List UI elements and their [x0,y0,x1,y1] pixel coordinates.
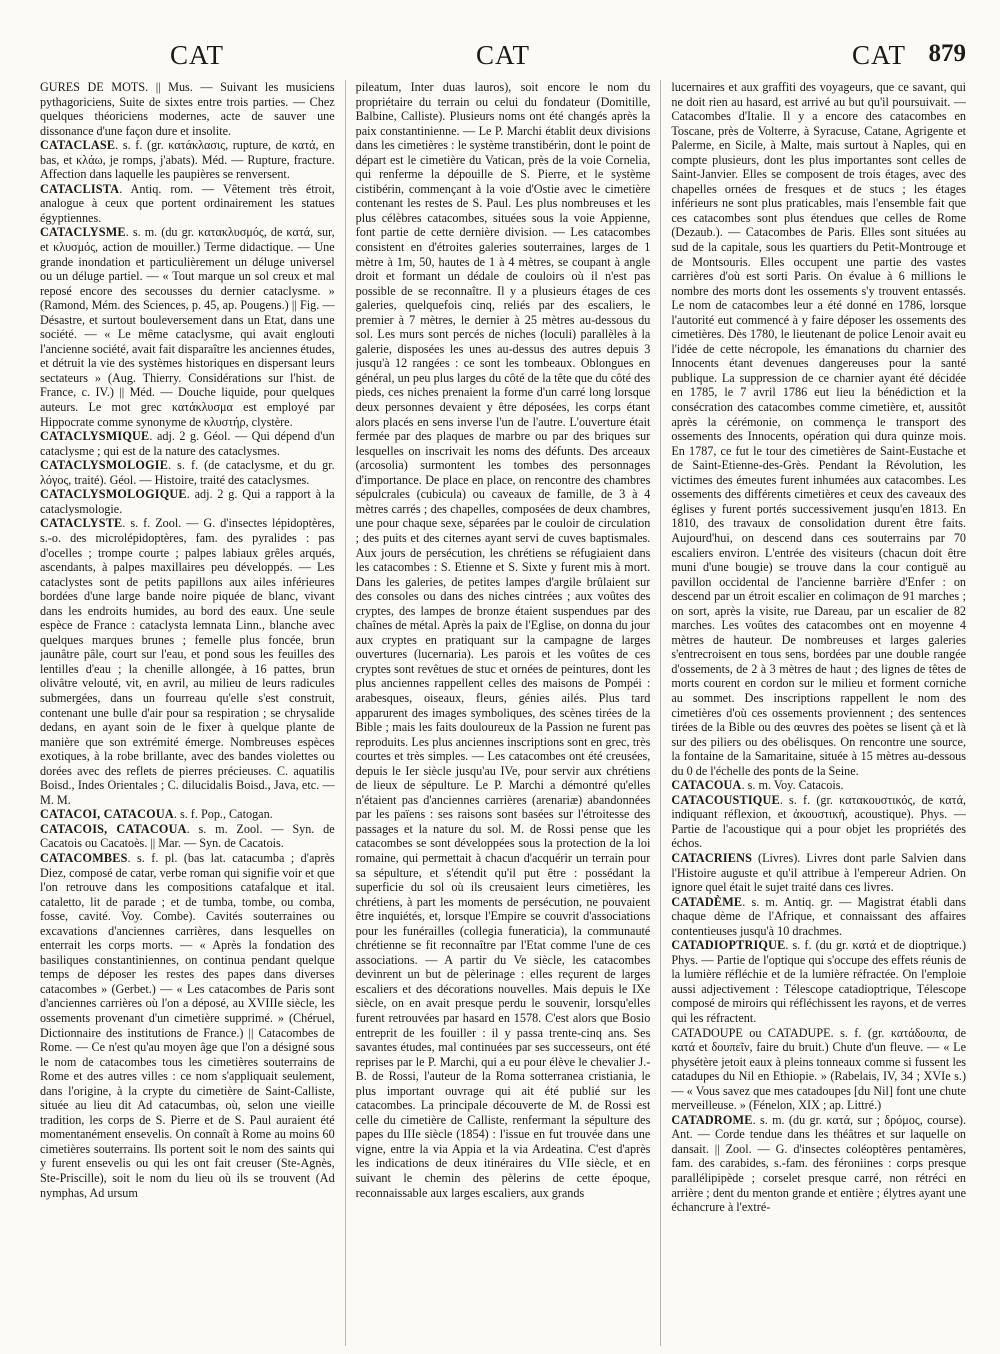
dictionary-entry: CATACOMBES. s. f. pl. (bas lat. catacumba ; d'après Diez, composé de catar, verbe roman qui signifie voir et que l'on retrouve dans les compositions catafalque et ital. cataletto, lit de parade ; et de tumba, tombe, ou comba, fosse, cavité. Voy. Combe). Cavités souterraines ou excavations d'anciennes carrières, dans lesquelles on enterrait les corps morts. — « Après la fondation des basiliques constantiniennes, on continua pendant quelque temps de déposer les restes des papes dans diverses catacombes » (Gerbet.) — « Les catacombes de Paris sont d'anciennes carrières où l'on a déposé, au XVIIIe siècle, les ossements provenant d'un cimetière supprimé. » (Chéruel, Dictionnaire des institutions de France.) || Catacombes de Rome. — Ce n'est qu'au moyen âge que l'on a désigné sous le nom de catacombes tous les cimetières souterrains de Rome et des autres villes : ce nom s'appliquait seulement, dans l'origine, à la crypte du cimetière de Saint-Calliste, située au lieu dit Ad catacumbas, où, selon une vieille tradition, les corps de S. Pierre et de S. Paul auraient été momentanément ensevelis. On connaît à Rome au moins 60 cimetières souterrains. Ils portent soit le nom des saints qui y furent ensevelis ou qui les ont fait creuser (Ste-Agnès, Ste-Priscille), soit le nom du lieu où ils se trouvent (Ad nymphas, Ad ursum [40,850,335,1200]
entry-headword: CATACLYSMOLOGIQUE [40,487,187,502]
column-divider [660,80,661,1346]
entry-headword: CATACOI, CATACOUA [40,807,174,822]
entry-headword: CATACOMBES [40,850,128,865]
dictionary-entry: CATACLYSMOLOGIQUE. adj. 2 g. Qui a rapport à la cataclysmologie. [40,487,335,516]
entry-headword: CATADÈME [671,894,743,909]
column-1 [40,80,335,1346]
entry-headword: CATACLYSTE [40,516,123,531]
dictionary-entry: CATACLYSMOLOGIE. s. f. (de cataclysme, et du gr. λόγος, traité). Géol. — Histoire, traité des cataclysmes. [40,458,335,487]
dictionary-entry: CATADROME. s. m. (du gr. κατά, sur ; δρόμος, course). Ant. — Corde tendue dans les théâtres et sur laquelle on dansait. || Zool. — G. d'insectes coléoptères pentamères, fam. des carabides, s.-fam. des féroniines : corps presque parallélipipède ; corselet presque carré, non rétréci en arrière ; dent du menton grande et entière ; élytres ayant une échancrure à l'extré- [671,1112,967,1215]
entry-headword: CATACLYSMIQUE [40,429,150,444]
dictionary-entry: CATACLYSTE. s. f. Zool. — G. d'insectes lépidoptères, s.-o. des microlépidoptères, fam. des pyralides : pas d'ocelles ; trompe courte ; palpes labiaux grêles arqués, ascendants, à palpes maxillaires peu développés. — Les cataclystes sont de petits papillons aux ailes inférieures bordées d'une large bande noire piquée de blanc, vivant dans les endroits humides, au bord des eaux. Une seule espèce de France : cataclysta lemnata Linn., blanche avec quelques marques brunes ; femelle plus foncée, brun jaunâtre pâle, court sur l'eau, et pond sous les feuilles des lentilles d'eau ; la chenille allongée, à 16 pattes, brun olivâtre velouté, vit, en avril, au milieu de leurs radicules submergées, dans un fourreau qu'elle s'est construit, contenant une bulle d'air pour sa respiration ; se chrysalide dedans, en ayant soin de le fixer à quelque plante de manière que son extrémité émerge. Nombreuses espèces exotiques, à la robe brillante, avec des bandes violettes ou dorées avec des reflets de pierres précieuses. C. aquatilis Boisd., Indes Orientales ; C. dilucidalis Boisd., Java, etc. — M. M. [40,516,335,807]
dictionary-entry: CATACLISTA. Antiq. rom. — Vêtement très étroit, analogue à ceux que portent ordinairement les statues égyptiennes. [40,181,335,225]
running-header [40,40,966,74]
dictionary-entry: CATADIOPTRIQUE. s. f. (du gr. κατά et de dioptrique.) Phys. — Partie de l'optique qui s'occupe des effets réunis de la lumière réfléchie et de la lumière réfractée. On l'emploie aussi adjectivement : Télescope catadioptrique, Télescope composé de miroirs qui réfléchissent les rayons, et de verres qui les réfractent. [671,938,967,1025]
page-number: 879 [928,40,966,67]
running-head-right: CAT [851,40,906,70]
dictionary-entry: CATADOUPE ou CATADUPE. s. f. (gr. κατάδουπα, de κατά et δουπεῖν, faire du bruit.) Chute d'un fleuve. — « Le physétère jetoit eaux à pleins tonneaux comme si fussent les catadupes du Nil en Ethiopie. » (Rabelais, IV, 34 ; XVIe s.) — « Vous savez que mes catadoupes [du Nil] font une chute merveilleuse. » (Fénelon, XIX ; ap. Littré.) [671,1025,967,1113]
dictionary-entry: pileatum, Inter duas lauros), soit encore le nom du propriétaire du terrain ou celui du fondateur (Domitille, Balbine, Calliste). Plusieurs noms ont été changés après la paix constantinienne. — Le P. Marchi établit deux divisions dans les cimetières : le système transtibérin, dont le point de départ est le cimetière du Vatican, près de la voie Cornelia, qui renferme la dépouille de S. Pierre, et le système cistibérin, commençant à la voie d'Ostie avec le cimetière contenant les restes de S. Paul. Les plus nombreuses et les plus célèbres catacombes, situées sous la voie Appienne, font partie de cette dernière division. — Les catacombes consistent en d'étroites galeries souterraines, larges de 1 mètre à 1m, 50, hautes de 1 à 4 mètres, se coupant à angle droit et formant un dédale de couloirs où il n'est pas possible de se reconnaître. Il y a plusieurs étages de ces galeries, quelquefois cinq, reliés par des escaliers, le premier à 7 mètres, le dernier à 25 mètres au-dessous du sol. Les murs sont percés de niches (loculi) parallèles à la galerie, disposées les unes au-dessus des autres depuis 3 jusqu'à 12 rangées : ce sont les tombeaux. Oblongues en général, un peu plus larges du côté de la tête que du côté des pieds, ces niches prenaient la forme d'un carré long lorsque deux personnes devaient y être déposées, les corps étant alors placés en sens inverse l'un de l'autre. L'ouverture était fermée par des plaques de marbre ou par des briques sur lesquelles on inscrivait les noms des défunts. Des arceaux (arcosolia) surmontent les tombes des personnages d'importance. De place en place, on rencontre des chambres sépulcrales (cubicula) ou caveaux de famille, de 3 à 4 mètres carrés ; des chapelles, composées de deux chambres, une pour chaque sexe, séparées par le couloir de circulation ; des puits et des citernes ayant servi de cuves baptismales. Aux jours de persécution, les chrétiens se réfugiaient dans les catacombes : S. Etienne et S. Sixte y furent mis à mort. Dans les galeries, de petites lampes d'argile brûlaient sur des consoles ou dans des niches cintrées ; aux voûtes des cryptes, des lampes de bronze étaient suspendues par des chaînes de métal. Après la paix de l'Eglise, on donna du jour aux cryptes en pratiquant sur la campagne de larges ouvertures (lucernaria). Les parois et les voûtes de ces cryptes sont revêtues de stuc et ornées de peintures, dont les plus anciennes rappellent celles des maisons de Pompéi : arabesques, oiseaux, fleurs, génies ailés. Plus tard apparurent des images symboliques, des scènes tirées de la Bible ; mais les faits douloureux de la Passion ne furent pas reproduits. Les plus anciennes inscriptions sont en grec, très courtes et très simples. — Les catacombes ont été creusées, depuis le Ier siècle jusqu'au IVe, pour servir aux chrétiens de lieux de sépulture. Le P. Marchi a démontré qu'elles n'étaient pas d'anciennes carrières (arenariæ) abandonnées par les païens : ses raisons sont basées sur l'étroitesse des passages et la nature du sol. M. de Rossi pense que les catacombes se sont développées sous la protection de la loi romaine, qui permettait à chacun d'acquérir un terrain pour sa sépulture, et s'étendit qu'il put être : possédant la superficie du sol où ils creusaient leurs cimetières, les chrétiens, à part les moments de persécution, ne pouvaient être inquiétés, et, lorsque l'Empire se couvrit d'associations pour les funérailles (collegia funeraticia), la communauté chrétienne se fit reconnaître par l'Etat comme l'une de ces associations. — A partir du Ve siècle, les catacombes devinrent un but de pèlerinage : elles reçurent de larges escaliers et des décorations nouvelles. Mais depuis le IXe siècle, on en avait presque perdu le souvenir, lorsqu'elles furent retrouvées par hasard en 1578. C'est alors que Bosio entreprit de les fouiller : il y passa trente-cinq ans. Ses savantes études, mal continuées par ses successeurs, ont été reprises par le P. Marchi, qui a eu pour élève le chevalier J.-B. de Rossi, l'auteur de la Roma sotterranea cristiania, le plus important ouvrage qui ait été publié sur les catacombes. La principale découverte de M. de Rossi est celle du cimetière de Calliste, renfermant la sépulture des papes du IIIe siècle (1854) : l'issue en fut trouvée dans une vigne, entre la via Appia et la via Ardeatina. C'est d'après les indications de deux itinéraires du VIIe siècle, et en suivant le chemin des pèlerins de cette époque, reconnaissable aux larges escaliers, aux grands [355,80,651,1200]
dictionary-entry: CATACLASE. s. f. (gr. κατάκλασις, rupture, de κατά, en bas, et κλάω, je romps, j'abats). Méd. — Rupture, fracture. Affection dans laquelle les paupières se renversent. [40,138,335,182]
entry-headword: CATACLYSME [40,225,126,240]
dictionary-entry: lucernaires et aux graffiti des voyageurs, que ce savant, qui ne doit rien au hasard, est arrivé au but qu'il poursuivait. — Catacombes d'Italie. Il y a encore des catacombes en Toscane, près de Volterre, à Syracuse, Catane, Agrigente et Palerme, en Sicile, à Malte, mais surtout à Naples, qui en compte plusieurs, dont les plus importantes sont celles de Saint-Janvier. Elles se composent de trois étages, avec des chapelles ornées de fresques et de stucs ; les étages inférieurs ne sont plus praticables, mais l'ensemble fait que ces catacombes sont plus étendues que celles de Rome (Dezaub.). — Catacombes de Paris. Elles sont situées au sud de la capitale, sous les quartiers du Petit-Montrouge et de Montsouris. Elles occupent une partie des vastes carrières d'où est sorti Paris. On évalue à 6 millions le nombre des morts dont les ossements s'y trouvent entassés. Le nom de catacombes leur a été donné en 1786, lorsque l'autorité eut commencé à y faire déposer les ossements des cimetières. Dès 1780, le lieutenant de police Lenoir avait eu l'idée de cette nécropole, les émanations du charnier des Innocents étant devenues dangereuses pour la santé publique. La suppression de ce charnier ayant été décidée en 1785, le 7 avril 1786 eut lieu la bénédiction et la consécration des catacombes comme cimetière, et, aussitôt après la cérémonie, on commença le transport des ossements des Innocents, opération qui dura quinze mois. En 1787, ce fut le tour des cimetières de Saint-Eustache et de Saint-Etienne-des-Grès. Pendant la Révolution, les victimes des émeutes furent inhumées aux catacombes. Les ossements des différents cimetières et ceux des caveaux des églises y furent portés successivement jusqu'en 1813. En 1810, des travaux de consolidation durent être faits. Aujourd'hui, on descend dans ces souterrains par 70 escaliers environ. L'entrée des visiteurs (chacun doit être muni d'une bougie) se trouve dans la cour contiguë au pavillon occidental de l'ancienne barrière d'Enfer : on descend par un étroit escalier en colimaçon de 91 marches ; on sort, après la visite, rue Dareau, par un escalier de 82 marches. Les voûtes des catacombes ont en moyenne 4 mètres de hauteur. De nombreuses et larges galeries s'entrecroisent en tous sens, bordées par une double rangée d'ossements, de 2 à 3 mètres de haut ; des lignes de têtes de morts courent en cordon sur le milieu et forment corniche au sommet. Des inscriptions rappellent le nom des cimetières d'où ces ossements proviennent ; des sentences tirées de la Bible ou des œuvres des poètes se lisent çà et là sur des piliers ou des obélisques. On rencontre une source, la fontaine de la Samaritaine, située à 15 mètres au-dessous du 0 de l'échelle des ponts de la Seine. [671,80,967,778]
entry-headword: CATADROME [671,1112,753,1127]
entry-headword: CATACOIS, CATACOUA [40,821,187,836]
dictionary-entry: CATACOI, CATACOUA. s. f. Pop., Catogan. [40,807,273,822]
running-head-left: CAT [170,40,225,70]
entry-headword: CATACLYSMOLOGIE [40,458,169,473]
dictionary-entry: CATACLYSMIQUE. adj. 2 g. Géol. — Qui dépend d'un cataclysme ; qui est de la nature des cataclysmes. [40,429,335,458]
text-columns [40,80,966,1346]
column-3 [671,80,966,1346]
dictionary-entry: GURES DE MOTS. || Mus. — Suivant les musiciens pythagoriciens, Suite de sixtes entre trois parties. — Chez quelques théoriciens modernes, acte de sauver une dissonance d'une façon dure et insolite. [40,80,335,138]
entry-headword: CATADIOPTRIQUE [671,938,786,953]
dictionary-entry: CATACOUSTIQUE. s. f. (gr. κατακουστικός, de κατά, indiquant réflexion, et ἀκουστική, acoustique). Phys. — Partie de l'acoustique qui a pour objet les propriétés des échos. [671,792,967,851]
running-head-center: CAT [475,40,531,70]
column-divider [345,80,346,1346]
dictionary-entry: CATACLYSME. s. m. (du gr. κατακλυσμός, de κατά, sur, et κλυσμός, action de mouiller.) Terme didactique. — Une grande inondation et particulièrement un déluge universel ou un déluge partiel. — « Tout marque un sol creux et mal reposé encore des secousses du dernier cataclysme. » (Ramond, Mém. des Sciences, p. 45, ap. Pougens.) || Fig. — Désastre, et surtout bouleversement dans un Etat, dans une société. — « Le même cataclysme, qui avait englouti l'ancienne société, avait fait disparaître les anciennes études, et détruit la vie des systèmes historiques en dispersant leurs sectateurs » (Aug. Thierry. Considérations sur l'hist. de France, c. IV.) || Méd. — Douche liquide, pour quelques auteurs. Le mot grec κατάκλυσμα est employé par Hippocrate comme synonyme de κλυστήρ, clystère. [40,225,335,429]
dictionary-entry: CATADÈME. s. m. Antiq. gr. — Magistrat établi dans chaque dème de l'Afrique, et connaissant des affaires contentieuses jusqu'à 10 drachmes. [671,894,967,938]
entry-headword: CATACLISTA [40,181,120,196]
entry-headword: CATACRIENS [671,850,753,865]
entry-headword: CATACOUA [671,778,742,793]
entry-headword: CATACLASE [40,138,116,153]
column-2 [356,80,651,1346]
entry-headword: CATACOUSTIQUE [671,792,780,807]
dictionary-entry: CATACOIS, CATACOUA. s. m. Zool. — Syn. de Cacatois ou Cacatoès. || Mar. — Syn. de Cacatois. [40,821,335,851]
dictionary-entry: CATACRIENS (Livres). Livres dont parle Salvien dans l'Histoire auguste et qu'il attribue à l'empereur Adrien. On ignore quel était le sujet traité dans ces livres. [671,850,967,895]
dictionary-entry: CATACOUA. s. m. Voy. Catacois. [671,778,844,793]
